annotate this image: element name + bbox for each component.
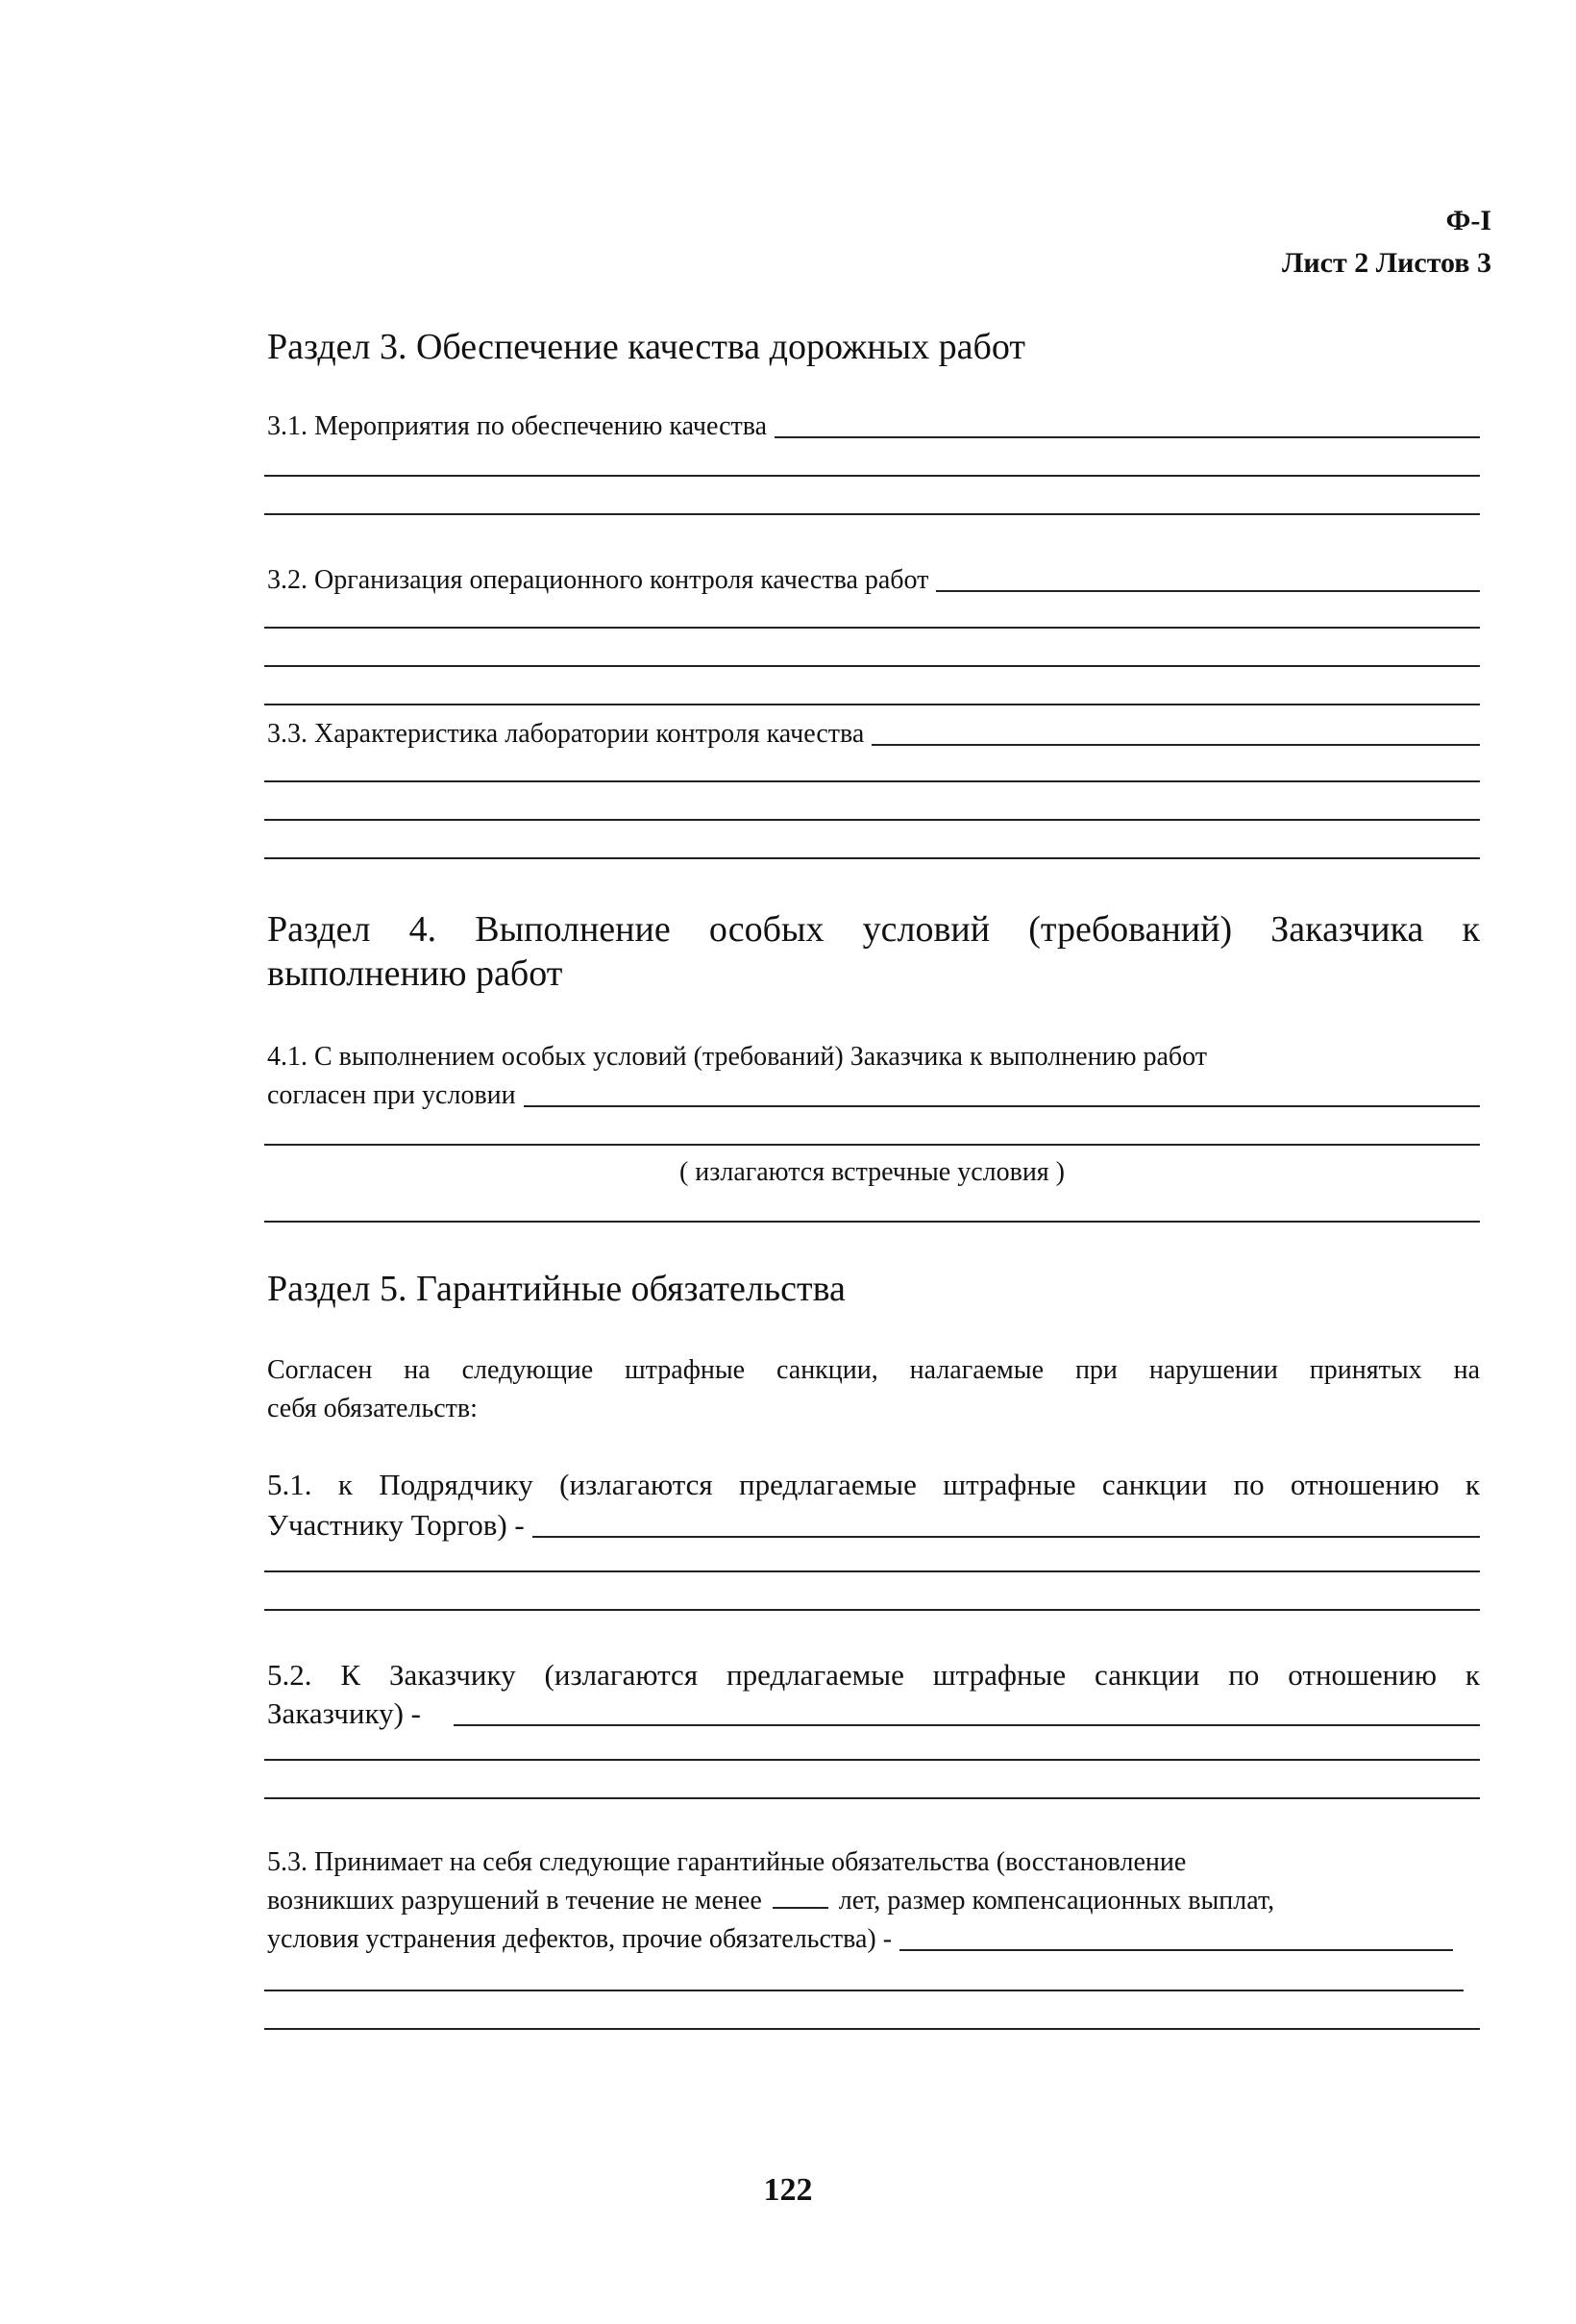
counter-conditions-caption: ( излагаются встречные условия ) (678, 1157, 1066, 1187)
item-5-2-fill-line[interactable] (454, 1724, 1480, 1726)
item-5-2-line2 (267, 1694, 1480, 1734)
item-5-1-line1: 5.1. к Подрядчику (излагаются предлагаемые штрафные санкции по отношению к (267, 1468, 1480, 1501)
blank-line[interactable] (264, 2028, 1480, 2030)
sheet-info: Лист 2 Листов 3 (1282, 247, 1491, 279)
item-5-3-label: условия устранения дефектов, прочие обязательства) - (267, 1924, 893, 1954)
form-code: Ф-I (1445, 205, 1491, 236)
form-header (1282, 200, 1491, 284)
item-3-2-fill-line[interactable] (936, 590, 1480, 592)
item-3-2-label: 3.2. Организация операционного контроля качества работ (267, 565, 929, 595)
blank-line[interactable] (264, 704, 1480, 705)
item-3-3 (267, 715, 1480, 754)
item-5-3-fill-line[interactable] (899, 1949, 1453, 1951)
blank-line[interactable] (264, 819, 1480, 821)
item-5-1-label: Участнику Торгов) - (267, 1508, 525, 1542)
item-4-1-line2 (267, 1076, 1480, 1115)
blank-line[interactable] (264, 513, 1480, 515)
blank-line[interactable] (264, 1221, 1480, 1223)
years-blank[interactable] (773, 1907, 828, 1909)
item-5-3-line2-end: лет, размер компенсационных выплат, (838, 1886, 1275, 1916)
item-3-3-label: 3.3. Характеристика лаборатории контроля качества (267, 719, 865, 749)
item-5-1-line2 (267, 1505, 1480, 1545)
section3-title: Раздел 3. Обеспечение качества дорожных работ (267, 327, 1025, 367)
item-5-2-label: Заказчику) - (267, 1696, 421, 1730)
item-4-1-line1: 4.1. С выполнением особых условий (требований) Заказчика к выполнению работ (267, 1042, 1208, 1072)
item-5-3-line3 (267, 1920, 1453, 1959)
item-3-2 (267, 561, 1480, 600)
item-5-3-line2-start: возникших разрушений в течение не менее (267, 1886, 762, 1916)
section4-title-line2: выполнению работ (267, 953, 563, 994)
item-5-3-line2 (267, 1882, 1274, 1920)
section5-intro-line2: себя обязательств: (267, 1394, 478, 1423)
item-4-1-fill-line[interactable] (524, 1105, 1480, 1107)
blank-line[interactable] (264, 1797, 1480, 1799)
item-3-1-label: 3.1. Мероприятия по обеспечению качества (267, 411, 768, 441)
section4-title-line1: Раздел 4. Выполнение особых условий (требований) Заказчика к (267, 909, 1480, 950)
blank-line[interactable] (264, 1570, 1480, 1572)
blank-line[interactable] (264, 665, 1480, 667)
section5-intro-line1: Согласен на следующие штрафные санкции, налагаемые при нарушении принятых на (267, 1355, 1480, 1385)
blank-line[interactable] (264, 1759, 1480, 1761)
blank-line[interactable] (264, 1990, 1464, 1991)
page-number: 122 (763, 2172, 813, 2208)
blank-line[interactable] (264, 857, 1480, 859)
item-4-1-label: согласен при условии (267, 1080, 516, 1110)
blank-line[interactable] (264, 780, 1480, 782)
item-5-1-fill-line[interactable] (532, 1536, 1480, 1538)
blank-line[interactable] (264, 627, 1480, 629)
item-3-1 (267, 408, 1480, 446)
section5-title: Раздел 5. Гарантийные обязательства (267, 1269, 846, 1309)
item-3-3-fill-line[interactable] (872, 744, 1480, 746)
item-3-1-fill-line[interactable] (775, 436, 1480, 438)
item-5-2-line1: 5.2. К Заказчику (излагаются предлагаемые штрафные санкции по отношению к (267, 1658, 1480, 1692)
blank-line[interactable] (264, 475, 1480, 477)
item-5-3-line1: 5.3. Принимает на себя следующие гарантийные обязательства (восстановление (267, 1847, 1187, 1877)
blank-line[interactable] (264, 1609, 1480, 1611)
blank-line[interactable] (264, 1144, 1480, 1146)
